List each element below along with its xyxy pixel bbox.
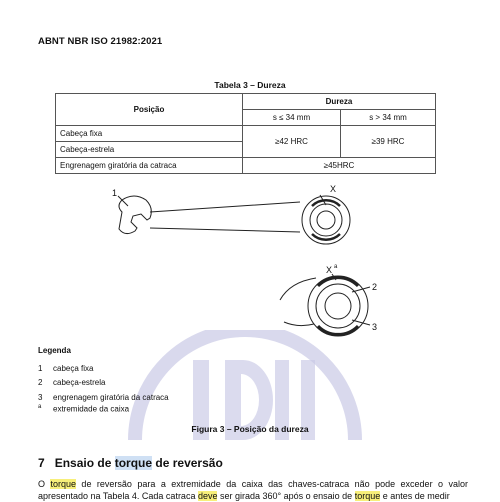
col-hardness-header: Dureza [243, 94, 436, 110]
figure-label-xa: X [326, 265, 333, 275]
table-row-label: Cabeça-estrela [56, 142, 243, 158]
legend-text: engrenagem giratória da catraca [53, 393, 169, 402]
body-paragraph [38, 478, 468, 502]
para-text: apresentado na Tabela 4. Cada catraca [38, 491, 198, 501]
figure-label-2: 2 [372, 282, 378, 292]
figure-label-x: X [330, 184, 337, 194]
para-highlight: torque [50, 479, 76, 489]
section-number: 7 [38, 456, 45, 470]
subheader-gt: s > 34 mm [341, 110, 436, 126]
para-text: e antes de medir [380, 491, 450, 501]
detail-ring-inner [325, 293, 351, 319]
legend-text: cabeça-estrela [53, 378, 106, 387]
figure-label-1: 1 [112, 188, 118, 198]
legend-num: 1 [38, 364, 43, 373]
detail-ring-mid [316, 284, 360, 328]
figure-label-xa-sup: a [334, 264, 338, 270]
table-cell-ratchet: ≥45HRC [243, 158, 436, 174]
legend-num: a [38, 404, 42, 410]
table-row-label: Cabeça fixa [56, 126, 243, 142]
col-position-header: Posição [56, 94, 243, 126]
para-text: O [38, 479, 51, 489]
section-title-post: de reversão [152, 456, 223, 470]
table-cell-heads-le: ≥42 HRC [243, 126, 341, 158]
para-highlight: deve [197, 491, 218, 501]
wrench-handle [150, 202, 300, 232]
legend-item [38, 378, 105, 387]
table-cell-heads-gt: ≥39 HRC [341, 126, 436, 158]
standard-header: ABNT NBR ISO 21982:2021 [38, 36, 163, 47]
ring-head-inner [310, 204, 342, 236]
table-row-label: Engrenagem giratória da catraca [56, 158, 243, 174]
para-text: ser girada 360° após o ensaio de [217, 491, 355, 501]
ring-head-outer [302, 196, 350, 244]
section-heading [38, 456, 223, 470]
legend-item [38, 404, 129, 414]
legend-num: 2 [38, 378, 43, 387]
figure-caption: Figura 3 – Posição da dureza [191, 424, 309, 434]
subheader-le: s ≤ 34 mm [243, 110, 341, 126]
section-title-pre: Ensaio de [54, 456, 115, 470]
legend-title: Legenda [38, 346, 71, 355]
legend-text: cabeça fixa [53, 364, 94, 373]
para-highlight: torque [354, 491, 381, 501]
legend-item [38, 393, 169, 402]
legend-item [38, 364, 93, 373]
legend-num: 3 [38, 393, 43, 402]
para-text: de reversão para a extremidade da caixa das chaves-catraca não pode exceder o valor [75, 479, 468, 489]
section-title-highlight: torque [114, 456, 153, 470]
legend-text: extremidade da caixa [53, 404, 130, 414]
figure-label-3: 3 [372, 322, 378, 332]
table-caption: Tabela 3 – Dureza [214, 80, 286, 90]
